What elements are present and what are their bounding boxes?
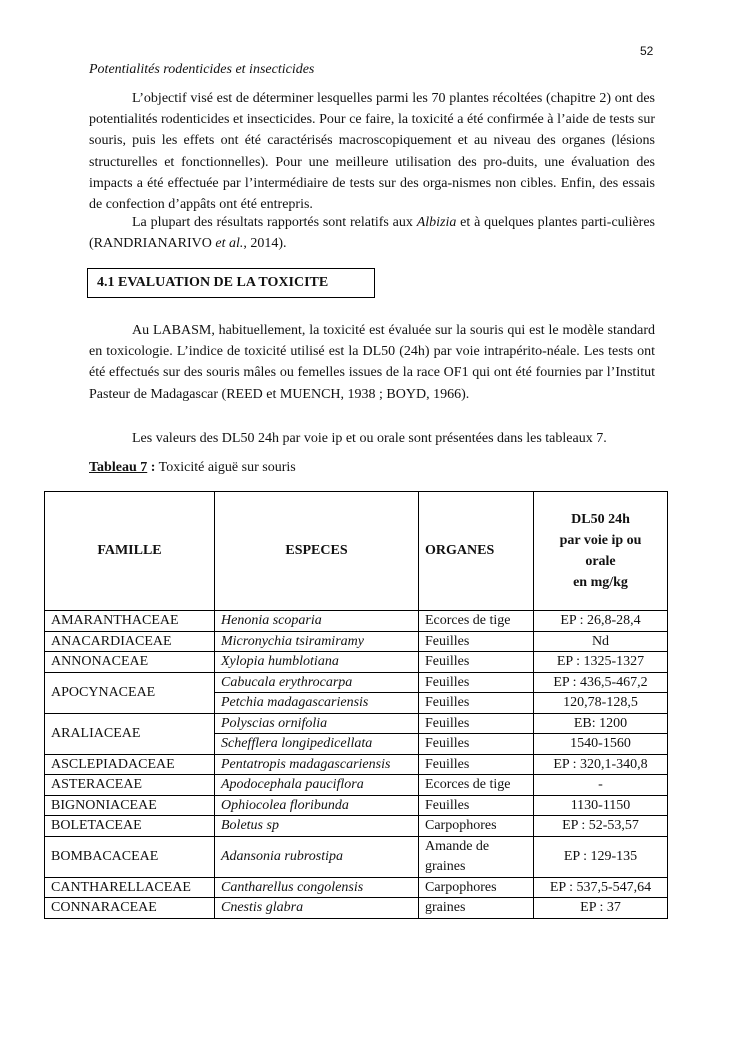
table-row bbox=[45, 652, 668, 673]
caption-text: Toxicité aiguë sur souris bbox=[155, 460, 296, 475]
caption-label: Tableau 7 bbox=[89, 460, 148, 475]
family-cell: APOCYNACEAE bbox=[45, 672, 215, 713]
species-cell: Cabucala erythrocarpa bbox=[215, 672, 419, 693]
table-row bbox=[45, 775, 668, 796]
page-number: 52 bbox=[640, 44, 654, 58]
table-header-row bbox=[45, 492, 668, 611]
table-row bbox=[45, 672, 668, 693]
table-row bbox=[45, 713, 668, 734]
family-cell: ANACARDIACEAE bbox=[45, 631, 215, 652]
dl50-cell: 120,78-128,5 bbox=[534, 693, 668, 714]
intro-paragraph: L’objectif visé est de déterminer lesquelles parmi les 70 plantes récoltées (chapitre 2) ont des potentialités rodenticides et insecticides. Pour ce faire, la toxicité a été confirmée à l’aide de tests sur souris, puis les effets ont été caractérisés macroscopiquement et au niveau des organes (lésions structurelles et fonctionnelles). Pour une meilleure utilisation des pro-duits, une évaluation des impacts a été effectuée par l’intermédiaire de tests sur des orga-nismes non cibles. Enfin, des essais de confection d’appâts ont été entrepris. bbox=[89, 91, 655, 213]
family-cell: BOLETACEAE bbox=[45, 816, 215, 837]
organ-cell: Ecorces de tige bbox=[419, 611, 534, 632]
family-cell: BIGNONIACEAE bbox=[45, 795, 215, 816]
species-cell: Boletus sp bbox=[215, 816, 419, 837]
header-dl50-line2: par voie ip ou bbox=[559, 533, 642, 548]
organ-cell: Feuilles bbox=[419, 795, 534, 816]
dl50-cell: EP : 37 bbox=[534, 898, 668, 919]
table-row bbox=[45, 754, 668, 775]
organ-cell: Feuilles bbox=[419, 693, 534, 714]
table-row bbox=[45, 898, 668, 919]
section-title: Potentialités rodenticides et insecticides bbox=[89, 62, 315, 77]
organ-cell: Ecorces de tige bbox=[419, 775, 534, 796]
header-dl50 bbox=[534, 492, 668, 611]
organ-cell: Feuilles bbox=[419, 672, 534, 693]
albizia-paragraph bbox=[89, 212, 655, 254]
dl50-cell: EP : 320,1-340,8 bbox=[534, 754, 668, 775]
organ-cell: Amande de graines bbox=[419, 836, 534, 877]
et-al: et al. bbox=[215, 236, 244, 252]
dl50-cell: 1130-1150 bbox=[534, 795, 668, 816]
family-cell: CANTHARELLACEAE bbox=[45, 877, 215, 898]
organ-cell: Feuilles bbox=[419, 754, 534, 775]
species-cell: Ophiocolea floribunda bbox=[215, 795, 419, 816]
organ-cell: Feuilles bbox=[419, 734, 534, 755]
species-cell: Cnestis glabra bbox=[215, 898, 419, 919]
table-row bbox=[45, 877, 668, 898]
values-paragraph: Les valeurs des DL50 24h par voie ip et ou orale sont présentées dans les tableaux 7. bbox=[132, 431, 607, 446]
family-cell: BOMBACACEAE bbox=[45, 836, 215, 877]
family-cell: ANNONACEAE bbox=[45, 652, 215, 673]
species-cell: Cantharellus congolensis bbox=[215, 877, 419, 898]
dl50-cell: EP : 1325-1327 bbox=[534, 652, 668, 673]
table-row bbox=[45, 631, 668, 652]
header-famille: FAMILLE bbox=[45, 492, 215, 611]
organ-cell: Feuilles bbox=[419, 713, 534, 734]
species-cell: Polyscias ornifolia bbox=[215, 713, 419, 734]
toxicity-table bbox=[44, 491, 668, 919]
header-dl50-line1: DL50 24h bbox=[571, 512, 630, 527]
table-row bbox=[45, 816, 668, 837]
species-cell: Pentatropis madagascariensis bbox=[215, 754, 419, 775]
method-paragraph: Au LABASM, habituellement, la toxicité est évaluée sur la souris qui est le modèle standard en toxicologie. L’indice de toxicité utilisé est la DL50 (24h) par voie intrapérito-néale. Les tests ont été effectués sur des souris mâles ou femelles issues de la race OF1 qui ont été fournies par l’Institut Pasteur de Madagascar (REED et MUENCH, 1938 ; BOYD, 1966). bbox=[89, 323, 655, 402]
family-cell: CONNARACEAE bbox=[45, 898, 215, 919]
albizia-text-1: La plupart des résultats rapportés sont relatifs aux bbox=[132, 215, 417, 230]
dl50-cell: - bbox=[534, 775, 668, 796]
table-row bbox=[45, 611, 668, 632]
caption-colon: : bbox=[147, 460, 156, 475]
dl50-cell: EP : 436,5-467,2 bbox=[534, 672, 668, 693]
family-cell: ASTERACEAE bbox=[45, 775, 215, 796]
family-cell: ASCLEPIADACEAE bbox=[45, 754, 215, 775]
header-dl50-line3: orale bbox=[585, 554, 616, 569]
organ-cell: Feuilles bbox=[419, 631, 534, 652]
species-cell: Henonia scoparia bbox=[215, 611, 419, 632]
albizia-text-2: et à quelques plantes parti-culières (RANDRIANARIVO bbox=[89, 215, 655, 252]
species-cell: Schefflera longipedicellata bbox=[215, 734, 419, 755]
albizia-text-3: , 2014). bbox=[243, 236, 287, 252]
dl50-cell: EB: 1200 bbox=[534, 713, 668, 734]
organ-cell: Feuilles bbox=[419, 652, 534, 673]
species-cell: Xylopia humblotiana bbox=[215, 652, 419, 673]
dl50-cell: EP : 129-135 bbox=[534, 836, 668, 877]
species-cell: Petchia madagascariensis bbox=[215, 693, 419, 714]
organ-cell: Carpophores bbox=[419, 877, 534, 898]
header-especes: ESPECES bbox=[215, 492, 419, 611]
section-heading: 4.1 EVALUATION DE LA TOXICITE bbox=[87, 268, 375, 298]
table-row bbox=[45, 795, 668, 816]
dl50-cell: EP : 26,8-28,4 bbox=[534, 611, 668, 632]
table-row bbox=[45, 836, 668, 877]
albizia-genus: Albizia bbox=[416, 215, 457, 230]
header-dl50-line4: en mg/kg bbox=[573, 575, 628, 590]
family-cell: AMARANTHACEAE bbox=[45, 611, 215, 632]
species-cell: Adansonia rubrostipa bbox=[215, 836, 419, 877]
header-organes: ORGANES bbox=[419, 492, 534, 611]
organ-cell: Carpophores bbox=[419, 816, 534, 837]
dl50-cell: EP : 537,5-547,64 bbox=[534, 877, 668, 898]
family-cell: ARALIACEAE bbox=[45, 713, 215, 754]
species-cell: Apodocephala pauciflora bbox=[215, 775, 419, 796]
organ-cell: graines bbox=[419, 898, 534, 919]
dl50-cell: Nd bbox=[534, 631, 668, 652]
table-caption bbox=[89, 460, 296, 476]
dl50-cell: EP : 52-53,57 bbox=[534, 816, 668, 837]
species-cell: Micronychia tsiramiramy bbox=[215, 631, 419, 652]
dl50-cell: 1540-1560 bbox=[534, 734, 668, 755]
